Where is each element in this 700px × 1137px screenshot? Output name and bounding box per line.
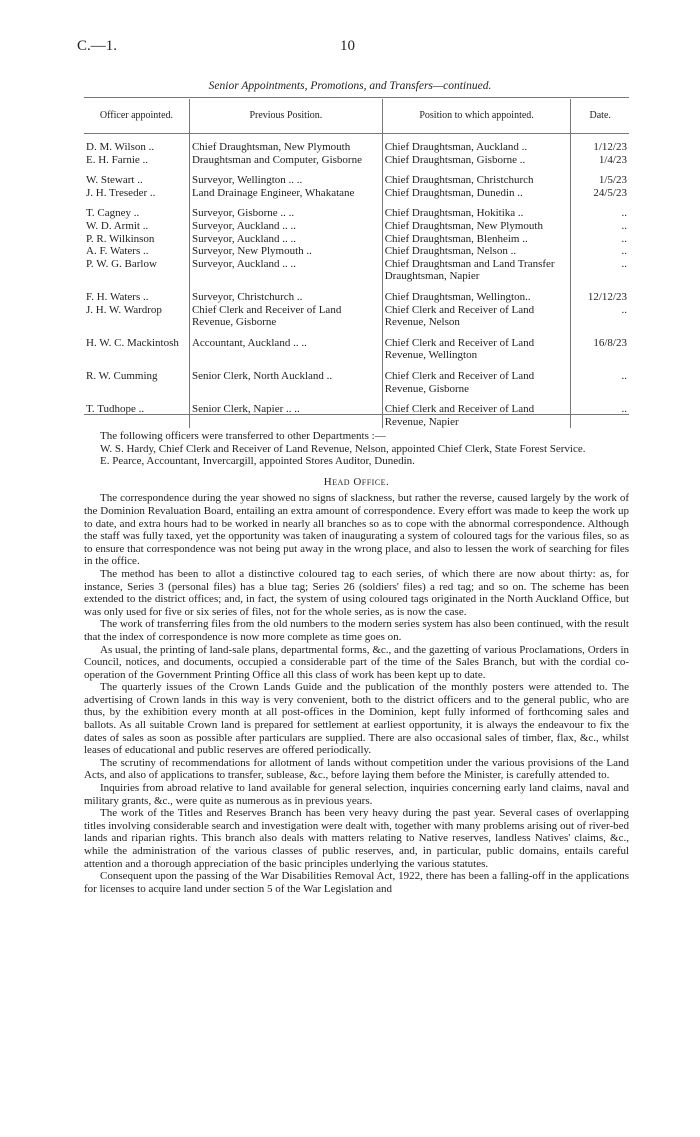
cell-date: 12/12/23: [571, 283, 629, 304]
cell-previous-position: Surveyor, Wellington .. ..: [189, 166, 382, 187]
table-row: [84, 362, 629, 395]
table-row: [84, 283, 629, 304]
table-row: [84, 199, 629, 220]
appointments-table: [84, 99, 629, 428]
cell-previous-position: Surveyor, Auckland .. ..: [189, 220, 382, 233]
column-header-previous-position: Previous Position.: [189, 99, 382, 134]
cell-new-position: Chief Draughtsman, Gisborne ..: [382, 154, 571, 167]
cell-new-position: Chief Draughtsman, Dunedin ..: [382, 187, 571, 200]
table-row: [84, 187, 629, 200]
cell-officer: T. Tudhope ..: [86, 403, 145, 416]
cell-date: 1/12/23: [571, 134, 629, 154]
table-row: [84, 245, 629, 258]
cell-date: 1/4/23: [571, 154, 629, 167]
cell-officer: P. R. Wilkinson: [86, 232, 155, 245]
cell-date: 24/5/23: [571, 187, 629, 200]
cell-date: ..: [571, 199, 629, 220]
cell-previous-position: Surveyor, Auckland .. ..: [189, 258, 382, 283]
cell-new-position: Chief Clerk and Receiver of Land Revenue, Gisborne: [382, 362, 571, 395]
table-top-rule: [84, 97, 629, 98]
cell-officer: W. Stewart ..: [86, 174, 143, 187]
column-header-date: Date.: [571, 99, 629, 134]
table-bottom-rule: [84, 414, 629, 415]
transfer-item: E. Pearce, Accountant, Invercargill, appointed Stores Auditor, Dunedin.: [100, 455, 415, 468]
cell-date: ..: [571, 233, 629, 246]
cell-date: ..: [571, 395, 629, 428]
paragraph: The method has been to allot a distinctive coloured tag to each series, of which there are now about thirty: as, for instance, Series 3 (personal files) has a blue tag; Series 26 (soldiers' files) a red tag; and so on. The scheme has been extended to the district offices; and, in fact, the system of using coloured tags originated in the North Auckland Office, but was only used for five or six series of files, not for the whole series, as is now the case.: [84, 567, 629, 618]
table-row: [84, 258, 629, 283]
cell-date: ..: [571, 304, 629, 329]
column-header-officer: Officer appointed.: [84, 99, 189, 134]
cell-new-position: Chief Draughtsman and Land Transfer Draughtsman, Napier: [382, 258, 571, 283]
cell-previous-position: Land Drainage Engineer, Whakatane: [189, 187, 382, 200]
cell-new-position: Chief Clerk and Receiver of Land Revenue, Wellington: [382, 329, 571, 362]
cell-date: 16/8/23: [571, 329, 629, 362]
cell-officer: W. D. Armit ..: [86, 219, 149, 232]
paragraph: The quarterly issues of the Crown Lands Guide and the publication of the monthly posters were attended to. The advertising of Crown lands in this way is very convenient, both to the district officers and to the general public, who are thus, by the exhibition every month at all post-offices in the Dominion, kept fully informed of forthcoming sales and ballots. As all suitable Crown land is prepared for settlement at earliest opportunity, it is always the endeavour to fix the dates of sales as soon as possible after particulars are supplied. There are also occasional sales of timber, flax, &c., whilst leases of educational and public reserves are offered periodically.: [84, 681, 629, 757]
cell-previous-position: Surveyor, Christchurch ..: [189, 283, 382, 304]
cell-officer: H. W. C. Mackintosh: [86, 336, 179, 349]
table-header-row: [84, 99, 629, 134]
table-body: [84, 134, 629, 429]
cell-officer: T. Cagney ..: [86, 207, 140, 220]
paragraph: The work of transferring files from the old numbers to the modern series system has also been continued, with the result that the index of correspondence is now more complete as time goes on.: [84, 618, 629, 643]
cell-date: ..: [571, 220, 629, 233]
cell-officer: P. W. G. Barlow: [86, 257, 157, 270]
table-row: [84, 134, 629, 154]
cell-officer: F. H. Waters ..: [86, 290, 149, 303]
cell-previous-position: Chief Clerk and Receiver of Land Revenue, Gisborne: [189, 304, 382, 329]
cell-officer: J. H. W. Wardrop: [86, 303, 162, 316]
document-reference: C.—1.: [77, 38, 118, 54]
cell-officer: E. H. Farnie ..: [86, 153, 149, 166]
paragraph: The scrutiny of recommendations for allotment of lands without competition under the various provisions of the Land Acts, and also of applications to transfer, sublease, &c., before laying them before the Minister, is carefully attended to.: [84, 756, 629, 782]
cell-previous-position: Senior Clerk, North Auckland ..: [189, 362, 382, 395]
column-header-new-position: Position to which appointed.: [382, 99, 571, 134]
cell-new-position: Chief Clerk and Receiver of Land Revenue, Napier: [382, 395, 571, 428]
table-row: [84, 154, 629, 167]
cell-previous-position: Chief Draughtsman, New Plymouth: [189, 134, 382, 154]
cell-previous-position: Senior Clerk, Napier .. ..: [189, 395, 382, 428]
cell-new-position: Chief Clerk and Receiver of Land Revenue, Nelson: [382, 304, 571, 329]
paragraphs: [84, 492, 629, 895]
table-row: [84, 220, 629, 233]
cell-officer: R. W. Cumming: [86, 369, 158, 382]
page-number: 10: [340, 38, 355, 54]
table-row: [84, 166, 629, 187]
cell-new-position: Chief Draughtsman, Nelson ..: [382, 245, 571, 258]
transfer-item: W. S. Hardy, Chief Clerk and Receiver of Land Revenue, Nelson, appointed Chief Clerk, State Forest Service.: [100, 442, 586, 455]
paragraph: Consequent upon the passing of the War Disabilities Removal Act, 1922, there has been a falling-off in the applications for licenses to acquire land under section 5 of the War Legislation and: [84, 870, 629, 895]
cell-new-position: Chief Draughtsman, Christchurch: [382, 166, 571, 187]
table-row: [84, 329, 629, 362]
table-row: [84, 304, 629, 329]
body-text: [84, 430, 629, 895]
cell-previous-position: Accountant, Auckland .. ..: [189, 329, 382, 362]
table-row: [84, 233, 629, 246]
table-subtitle: Senior Appointments, Promotions, and Transfers—continued.: [208, 80, 492, 92]
cell-new-position: Chief Draughtsman, New Plymouth: [382, 220, 571, 233]
cell-date: ..: [571, 245, 629, 258]
transfers-intro: The following officers were transferred to other Departments :—: [100, 430, 386, 442]
cell-new-position: Chief Draughtsman, Auckland ..: [382, 134, 571, 154]
cell-previous-position: Surveyor, Auckland .. ..: [189, 233, 382, 246]
cell-officer: D. M. Wilson ..: [86, 141, 155, 153]
paragraph: The work of the Titles and Reserves Branch has been very heavy during the past year. Several cases of overlapping titles involving considerable search and investigation were dealt with, together with many problems arising out of river-bed lands and riparian rights. This branch also deals with matters relating to Native reserves, landless Natives' claims, &c., while the administration of the various classes of public reserves, and, in particular, public domains, entails careful attention and a thorough appreciation of the basic principles underlying the various statutes.: [84, 807, 629, 870]
paragraph: As usual, the printing of land-sale plans, departmental forms, &c., and the gazetting of various Proclamations, Orders in Council, notices, and documents, occupied a considerable part of the time of the Sales Branch, but with the cordial co-operation of the Government Printing Office all this class of work has been kept up to date.: [84, 643, 629, 681]
cell-date: 1/5/23: [571, 166, 629, 187]
paragraph: Inquiries from abroad relative to land available for general selection, inquiries concerning early land claims, naval and military grants, &c., were quite as numerous as in previous years.: [84, 782, 629, 807]
cell-new-position: Chief Draughtsman, Blenheim ..: [382, 233, 571, 246]
cell-officer: J. H. Treseder ..: [86, 186, 156, 199]
paragraph: The correspondence during the year showed no signs of slackness, but rather the reverse, caused largely by the work of the Dominion Revaluation Board, entailing an extra amount of correspondence. Every effort was made to keep the work up to date, and extra hours had to be worked in nearly all branches so as to cope with the abnormal correspondence. Although the staff was fully taxed, yet the opportunity was taken of inaugurating a system of coloured tags for the various files, so as to ensure that correspondence was not being put away in the wrong place, and also to lessen the work of searching for files in the office.: [84, 492, 629, 568]
section-heading: Head Office.: [323, 475, 390, 488]
cell-officer: A. F. Waters ..: [86, 245, 149, 258]
cell-date: ..: [571, 258, 629, 283]
table-row: [84, 395, 629, 428]
cell-new-position: Chief Draughtsman, Wellington..: [382, 283, 571, 304]
cell-previous-position: Surveyor, Gisborne .. ..: [189, 199, 382, 220]
cell-previous-position: Draughtsman and Computer, Gisborne: [189, 154, 382, 167]
cell-previous-position: Surveyor, New Plymouth ..: [189, 245, 382, 258]
cell-date: ..: [571, 362, 629, 395]
cell-new-position: Chief Draughtsman, Hokitika ..: [382, 199, 571, 220]
